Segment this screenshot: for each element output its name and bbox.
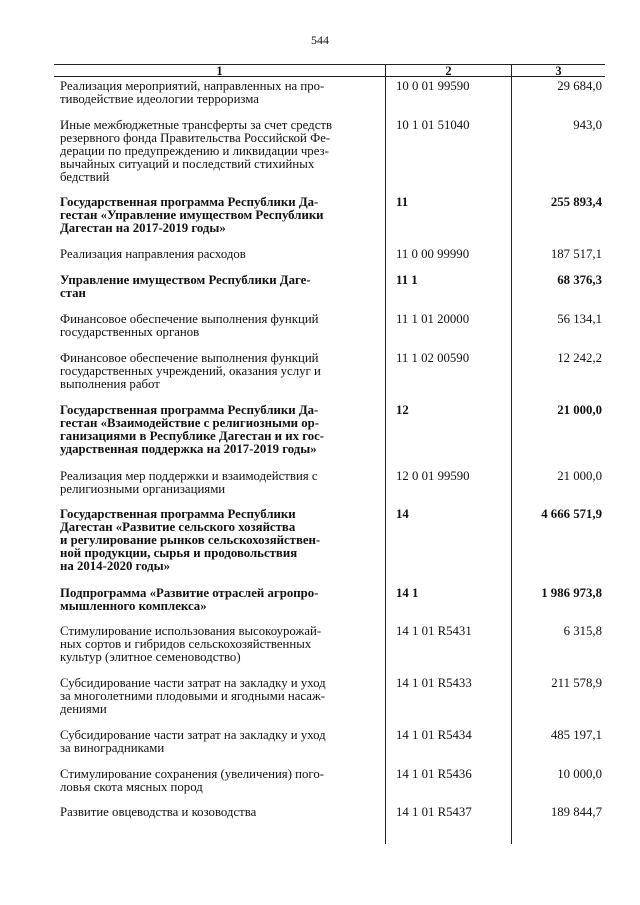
row-name (60, 625, 382, 664)
row-name-line: за многолетними плодовыми и ягодными насаж- (60, 689, 326, 703)
row-name-line: религиозными организациями (60, 482, 226, 496)
row-name-line: ганизациями в Республике Дагестан и их гос- (60, 429, 325, 443)
row-name-line: дениями (60, 702, 107, 716)
row-name-line: государственных органов (60, 325, 200, 339)
column-header-3: 3 (555, 64, 562, 78)
row-name (60, 80, 382, 106)
row-name-line: Государственная программа Республики Да- (60, 195, 319, 209)
row-amount: 21 000,0 (557, 469, 602, 483)
row-amount: 29 684,0 (557, 79, 602, 93)
row-name-line: Реализация мероприятий, направленных на про- (60, 79, 325, 93)
row-name-line: Субсидирование части затрат на закладку и уход (60, 728, 326, 742)
row-amount: 12 242,2 (557, 351, 602, 365)
row-code: 11 1 (396, 273, 418, 287)
row-name (60, 729, 382, 755)
row-amount: 68 376,3 (557, 273, 602, 287)
row-name-line: резервного фонда Правительства Российской Фе- (60, 131, 331, 145)
row-amount: 1 986 973,8 (541, 586, 602, 600)
row-name-line: Развитие овцеводства и козоводства (60, 805, 257, 819)
row-code: 10 1 01 51040 (396, 118, 470, 132)
row-name-line: Финансовое обеспечение выполнения функций (60, 312, 319, 326)
row-name (60, 587, 382, 613)
row-name (60, 677, 382, 716)
row-amount: 485 197,1 (550, 728, 602, 742)
row-code: 14 1 (396, 586, 419, 600)
page-number: 544 (311, 33, 329, 47)
column-divider-2 (511, 64, 512, 844)
row-name-line: Государственная программа Республики Да- (60, 403, 319, 417)
row-name-line: Стимулирование сохранения (увеличения) пого- (60, 767, 324, 781)
row-code: 11 (396, 195, 409, 209)
row-name (60, 508, 382, 573)
row-name-line: ударственная поддержка на 2017-2019 годы» (60, 442, 317, 456)
row-name-line: за виноградниками (60, 741, 165, 755)
row-name-line: дерации по предупреждению и ликвидации чрез- (60, 144, 329, 158)
row-name-line: гестан «Взаимодействие с религиозными ор- (60, 416, 320, 430)
row-name-line: Управление имуществом Республики Даге- (60, 273, 311, 287)
row-code: 12 (396, 403, 409, 417)
row-name-line: Государственная программа Республики (60, 507, 296, 521)
row-name (60, 119, 382, 184)
row-name (60, 248, 382, 261)
row-amount: 211 578,9 (551, 676, 602, 690)
row-name-line: бедствий (60, 170, 110, 184)
row-code: 14 1 01 R5434 (396, 728, 472, 742)
row-amount: 4 666 571,9 (541, 507, 602, 521)
row-code: 10 0 01 99590 (396, 79, 470, 93)
row-amount: 56 134,1 (557, 312, 602, 326)
row-code: 14 1 01 R5431 (396, 624, 472, 638)
row-amount: 189 844,7 (550, 805, 602, 819)
column-divider-1 (385, 64, 386, 844)
row-name (60, 274, 382, 300)
column-header-2: 2 (445, 64, 452, 78)
row-name-line: Иные межбюджетные трансферты за счет средств (60, 118, 333, 132)
row-name-line: тиводействие идеологии терроризма (60, 92, 259, 106)
row-name-line: стан (60, 286, 86, 300)
row-name-line: Дагестан на 2017-2019 годы» (60, 221, 226, 235)
row-name (60, 313, 382, 339)
row-code: 11 0 00 99990 (396, 247, 470, 261)
row-name (60, 352, 382, 391)
row-amount: 187 517,1 (550, 247, 602, 261)
row-name (60, 768, 382, 794)
row-code: 11 1 01 20000 (396, 312, 470, 326)
row-name (60, 196, 382, 235)
row-name-line: Субсидирование части затрат на закладку и уход (60, 676, 326, 690)
row-name (60, 404, 382, 456)
row-amount: 6 315,8 (563, 624, 602, 638)
row-amount: 943,0 (573, 118, 602, 132)
row-name (60, 470, 382, 496)
row-name-line: Реализация направления расходов (60, 247, 246, 261)
row-code: 14 1 01 R5436 (396, 767, 472, 781)
row-code: 14 1 01 R5437 (396, 805, 472, 819)
row-code: 11 1 02 00590 (396, 351, 470, 365)
row-name-line: государственных учреждений, оказания услуг и (60, 364, 321, 378)
row-name-line: Реализация мер поддержки и взаимодействия с (60, 469, 318, 483)
row-name-line: мышленного комплекса» (60, 599, 207, 613)
row-name (60, 806, 382, 819)
row-name-line: ловья скота мясных пород (60, 780, 203, 794)
row-name-line: гестан «Управление имуществом Республики (60, 208, 324, 222)
row-name-line: вычайных ситуаций и последствий стихийных (60, 157, 315, 171)
row-name-line: на 2014-2020 годы» (60, 559, 171, 573)
row-name-line: Стимулирование использования высокоурожай- (60, 624, 322, 638)
column-header-1: 1 (216, 64, 223, 78)
row-code: 12 0 01 99590 (396, 469, 470, 483)
row-name-line: Финансовое обеспечение выполнения функций (60, 351, 319, 365)
row-name-line: выполнения работ (60, 377, 160, 391)
row-amount: 21 000,0 (557, 403, 602, 417)
row-name-line: Дагестан «Развитие сельского хозяйства (60, 520, 296, 534)
row-amount: 10 000,0 (557, 767, 602, 781)
row-name-line: Подпрограмма «Развитие отраслей агропро- (60, 586, 319, 600)
row-name-line: и регулирование рынков сельскохозяйствен- (60, 533, 321, 547)
row-code: 14 1 01 R5433 (396, 676, 472, 690)
row-name-line: культур (элитное семеноводство) (60, 650, 241, 664)
row-code: 14 (396, 507, 409, 521)
row-name-line: ной продукции, сырья и продовольствия (60, 546, 298, 560)
row-name-line: ных сортов и гибридов сельскохозяйственных (60, 637, 312, 651)
row-amount: 255 893,4 (550, 195, 602, 209)
